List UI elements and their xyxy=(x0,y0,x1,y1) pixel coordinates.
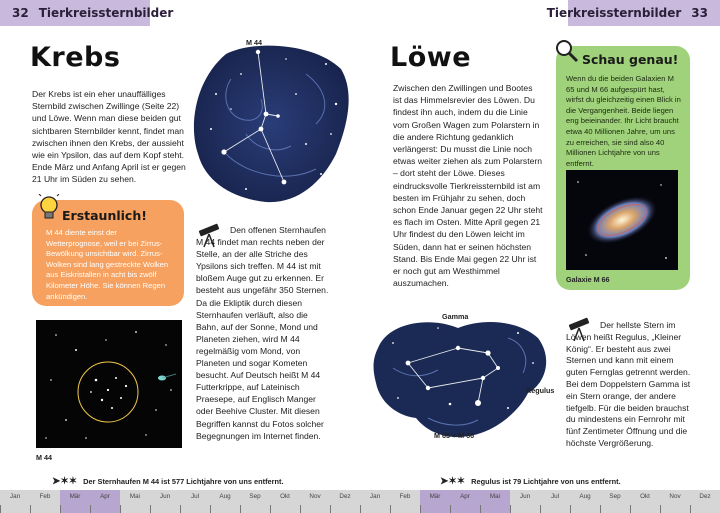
month-tick xyxy=(360,505,361,513)
page-number: 32 xyxy=(12,6,29,20)
month-tick xyxy=(390,505,391,513)
month-label: Okt xyxy=(280,493,290,500)
month-4 xyxy=(480,490,510,513)
fact-box-text: M 44 diente einst der Wetterprognose, weil er bei Zirrus-Bewölkung unsichtbar wird. Zirrus-Wolken sind lang gestreckte Wolken aus Eiskristallen in acht bis zwölf Kilometer Höhe. Sie können Regen ankündigen. xyxy=(46,228,169,301)
month-tick xyxy=(30,505,31,513)
month-label: Aug xyxy=(579,493,591,500)
month-label: Mär xyxy=(69,493,81,500)
month-label: Jan xyxy=(369,493,381,500)
month-tick xyxy=(570,505,571,513)
fact-box xyxy=(32,200,184,306)
info-box xyxy=(556,46,690,290)
month-7 xyxy=(210,490,240,513)
month-8 xyxy=(600,490,630,513)
leo-star-chart xyxy=(368,308,554,448)
month-tick xyxy=(690,505,691,513)
m44-photo xyxy=(36,320,182,448)
month-label: Dez xyxy=(699,493,711,500)
month-5 xyxy=(150,490,180,513)
magnifier-icon xyxy=(554,38,580,69)
comet-stars-icon: ➤✶✶ xyxy=(440,476,466,487)
left-footer-text: Der Sternhaufen M 44 ist 577 Lichtjahre von uns entfernt. xyxy=(83,477,284,486)
month-1 xyxy=(390,490,420,513)
month-tick xyxy=(630,505,631,513)
month-label: Sep xyxy=(249,493,261,500)
section-title: Tierkreissternbilder xyxy=(546,6,682,20)
left-footer-fact xyxy=(52,476,284,487)
month-label: Dez xyxy=(339,493,351,500)
month-tick xyxy=(300,505,301,513)
m65-m66-label: M 65 + M 66 xyxy=(434,431,475,440)
info-box-title: Schau genau! xyxy=(582,52,679,67)
header-tab-right xyxy=(546,0,720,26)
month-0 xyxy=(360,490,390,513)
month-label: Aug xyxy=(219,493,231,500)
month-6 xyxy=(180,490,210,513)
month-6 xyxy=(540,490,570,513)
month-9 xyxy=(630,490,660,513)
month-label: Jul xyxy=(190,493,200,500)
right-footer-text: Regulus ist 79 Lichtjahre von uns entfernt. xyxy=(471,477,621,486)
month-label: Jan xyxy=(9,493,21,500)
month-label: Apr xyxy=(460,493,470,500)
month-4 xyxy=(120,490,150,513)
month-label: Nov xyxy=(669,493,681,500)
cancer-star-chart xyxy=(186,34,356,209)
month-3 xyxy=(90,490,120,513)
m44-photo-caption: M 44 xyxy=(36,453,52,462)
page-title: Löwe xyxy=(390,42,472,73)
m44-chart-label: M 44 xyxy=(246,38,262,47)
month-tick xyxy=(330,505,331,513)
month-tick xyxy=(240,505,241,513)
month-9 xyxy=(270,490,300,513)
month-tick xyxy=(180,505,181,513)
month-tick xyxy=(420,505,421,513)
month-tick xyxy=(60,505,61,513)
month-8 xyxy=(240,490,270,513)
month-tick xyxy=(90,505,91,513)
galaxy-caption: Galaxie M 66 xyxy=(566,275,610,284)
month-5 xyxy=(510,490,540,513)
month-2 xyxy=(420,490,450,513)
right-footer-fact xyxy=(440,476,621,487)
month-label: Mai xyxy=(129,493,141,500)
month-tick xyxy=(0,505,1,513)
month-tick xyxy=(120,505,121,513)
month-0 xyxy=(0,490,30,513)
intro-text: Der Krebs ist ein eher unauffälliges Sternbild zwischen Zwillinge (Seite 22) und Löwe. Wenn man diese beiden gut sichtbaren Sternbilder kennt, findet man zwischen ihnen den Krebs, der aussieht wie ein Ypsilon, das auf dem Kopf steht. Ende März und Anfang April ist er gegen 21 Uhr im Süden zu sehen. xyxy=(32,89,186,185)
galaxy-m66-photo xyxy=(566,170,678,270)
regulus-label: Regulus xyxy=(526,386,555,395)
month-10 xyxy=(300,490,330,513)
month-label: Jul xyxy=(550,493,560,500)
m44-description: Den offenen Sternhaufen M 44 findet man rechts neben der Stelle, an der alle Striche des Ypsilons sich treffen. M 44 ist mit bloßem Auge gut zu erkennen. Er besteht aus ungefähr 350 Sternen. Da die Ekliptik durch diesen Sternhaufen verläuft, also die Bahn, auf der Sonne, Mond und Planeten ziehen, wird M 44 regelmäßig vom Mond, von Planeten und sogar Kometen besucht. Auf Deutsch heißt M 44 Futterkrippe, auf Lateinisch Praesepe, auf Englisch Manger oder Beehive Cluster. Mit diesen Begriffen kannst du Fotos solcher Begegnungen im Internet finden. xyxy=(196,225,329,441)
month-label: Apr xyxy=(100,493,110,500)
regulus-description: Der hellste Stern im Löwen heißt Regulus, „Kleiner König“. Er besteht aus zwei Sternen und kann mit einem guten Fernglas getrennt werden. Bei dem Doppelstern Gamma ist ein Stern orange, der andere tiefgelb. Für die beiden brauchst du mindestens ein Fernrohr mit fünf Zentimeter Öffnung und die höchste Vergrößerung. xyxy=(566,320,691,448)
month-label: Mär xyxy=(429,493,441,500)
comet-stars-icon: ➤✶✶ xyxy=(52,476,78,487)
month-label: Sep xyxy=(609,493,621,500)
month-tick xyxy=(660,505,661,513)
month-2 xyxy=(60,490,90,513)
month-label: Mai xyxy=(489,493,501,500)
month-label: Nov xyxy=(309,493,321,500)
intro-text: Zwischen den Zwillingen und Bootes ist das Himmelsrevier des Löwen. Du findest ihn auch, indem du die Linie vom Großen Wagen zum Polarstern in die andere Richtung gedanklich verlängerst: Du musst die Linie noch etwas weiter ziehen als zum Polarstern – dort steht der Löwe. Dieses eindrucksvolle Tierkreissternbild ist am besten im Frühjahr zu sehen, doch schon Ende Januar gegen 22 Uhr steht es flach im Osten. Mitte April gegen 21 Uhr findest du den Löwen leicht im Süden, dann hat er seinen höchsten Stand. Bis Ende Mai gegen 22 Uhr ist er noch gut am Westhimmel auszumachen. xyxy=(393,83,543,289)
right-page xyxy=(360,0,720,513)
header-tab-left xyxy=(0,0,174,26)
month-tick xyxy=(480,505,481,513)
month-bar xyxy=(0,490,720,513)
month-7 xyxy=(570,490,600,513)
month-11 xyxy=(330,490,360,513)
month-3 xyxy=(450,490,480,513)
section-title: Tierkreissternbilder xyxy=(38,6,174,20)
month-1 xyxy=(30,490,60,513)
month-tick xyxy=(270,505,271,513)
month-label: Jun xyxy=(519,493,531,500)
info-box-text: Wenn du die beiden Galaxien M 65 und M 66 aufgespürt hast, wirfst du gleichzeitig einen Blick in die Vergangenheit. Beide liegen eng beieinander. Ihr Licht braucht etwa 40 Millionen Jahre, um uns zu erreichen, sie sind also 40 Millionen Lichtjahre von uns entfernt. xyxy=(566,74,681,168)
light-bulb-icon xyxy=(38,194,60,229)
page-title: Krebs xyxy=(30,42,121,73)
page-number: 33 xyxy=(691,6,708,20)
month-tick xyxy=(540,505,541,513)
month-label: Jun xyxy=(159,493,171,500)
month-tick xyxy=(510,505,511,513)
month-tick xyxy=(450,505,451,513)
month-label: Feb xyxy=(39,493,51,500)
gamma-label: Gamma xyxy=(442,312,469,321)
month-tick xyxy=(210,505,211,513)
month-tick xyxy=(150,505,151,513)
month-11 xyxy=(690,490,720,513)
month-10 xyxy=(660,490,690,513)
fact-box-title: Erstaunlich! xyxy=(62,208,147,223)
month-tick xyxy=(600,505,601,513)
month-label: Feb xyxy=(399,493,411,500)
month-label: Okt xyxy=(640,493,650,500)
